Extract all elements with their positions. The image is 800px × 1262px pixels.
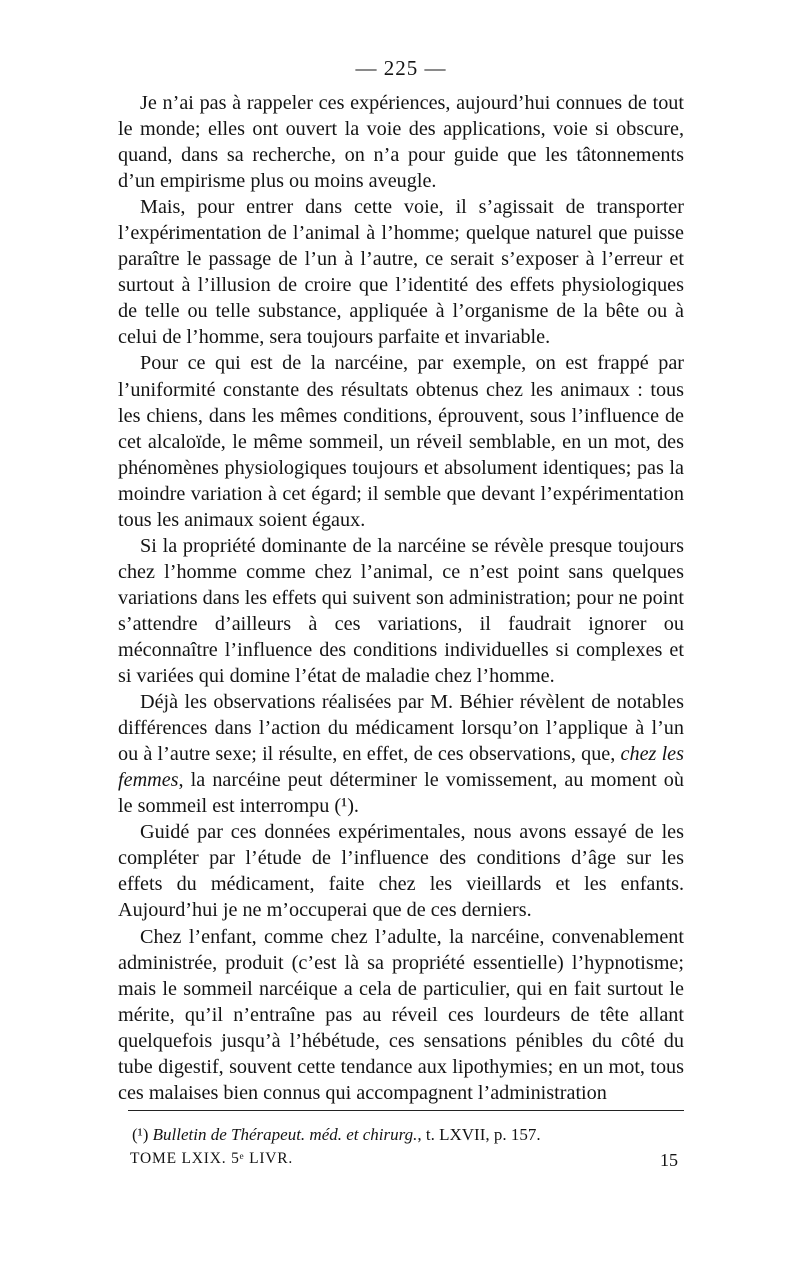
paragraph-1: Je n’ai pas à rappeler ces expériences, aujourd’hui connues de tout le monde; elles ont ouvert la voie des applications, voie si obscure, quand, dans sa recherche, on n’a pour guide que les tâtonnements d’un empirisme plus ou moins aveugle. <box>118 92 684 193</box>
footnote-reference: , t. LXVII, p. 157. <box>417 1125 541 1144</box>
paragraph-5-italic-phrase: chez les femmes <box>118 743 685 792</box>
paragraph-2: Mais, pour entrer dans cette voie, il s’agissait de transporter l’expérimentation de l’animal à l’homme; quelque naturel que puisse paraître le passage de l’un à l’autre, ce serait s’exposer à l’erreur et surtout à l’illusion de croire que l’identité des effets physiologiques de telle ou telle substance, appliquée à l’organisme de la bête ou à celui de l’homme, sera toujours parfaite et invariable. <box>118 196 684 349</box>
page-footer <box>130 1150 678 1171</box>
paragraph-5 <box>118 689 684 819</box>
paragraph-5-text-before: Déjà les observations réalisées par M. Béhier révèlent de notables différences dans l’action du médicament lorsqu’on l’applique à l’un ou à l’autre sexe; il résulte, en effet, de ces observations, que, <box>118 691 684 766</box>
footnote <box>132 1124 684 1146</box>
footnote-source: Bulletin de Thérapeut. méd. et chirurg. <box>152 1125 418 1144</box>
page-number: — 225 — <box>355 56 447 80</box>
footer-volume: TOME LXIX. 5ᵉ LIVR. <box>130 1150 294 1167</box>
footer-signature: 15 <box>660 1150 678 1170</box>
paragraph-7: Chez l’enfant, comme chez l’adulte, la narcéine, convenablement administrée, produit (c’est là sa propriété essentielle) l’hypnotisme; mais le sommeil narcéique a cela de particulier, qui en fait surtout le mérite, qu’il n’entraîne pas au réveil ces lourdeurs de tête allant quelquefois jusqu’à l’hébétude, ces sensations pénibles du côté du tube digestif, souvent cette tendance aux lipothymies; en un mot, tous ces malaises bien connus qui accompagnent l’administration <box>118 925 684 1104</box>
paragraph-5-text-after: , la narcéine peut déterminer le vomissement, au moment où le sommeil est interrompu (¹). <box>118 769 684 818</box>
footnote-marker: (¹) <box>132 1125 149 1144</box>
paragraph-4: Si la propriété dominante de la narcéine se révèle presque toujours chez l’homme comme chez l’animal, ce n’est point sans quelques variations dans les effets qui suivent son administration; pour ne point s’attendre d’ailleurs à ces variations, il faudrait ignorer ou méconnaître l’influence des conditions individuelles si complexes et si variées qui domine l’état de maladie chez l’homme. <box>118 534 684 688</box>
body-text <box>118 90 684 1106</box>
paragraph-3: Pour ce qui est de la narcéine, par exemple, on est frappé par l’uniformité constante des résultats obtenus chez les animaux : tous les chiens, dans les mêmes conditions, éprouvent, sous l’influence de cet alcaloïde, le même sommeil, un réveil semblable, en un mot, des phénomènes physiologiques toujours et absolument identiques; pas la moindre variation à cet égard; il semble que devant l’expérimentation tous les animaux soient égaux. <box>118 352 684 531</box>
footnote-rule <box>128 1110 684 1111</box>
paragraph-6: Guidé par ces données expérimentales, nous avons essayé de les compléter par l’étude de l’influence des conditions d’âge sur les effets du médicament, faite chez les vieillards et les enfants. Aujourd’hui je ne m’occuperai que de ces derniers. <box>118 821 684 922</box>
